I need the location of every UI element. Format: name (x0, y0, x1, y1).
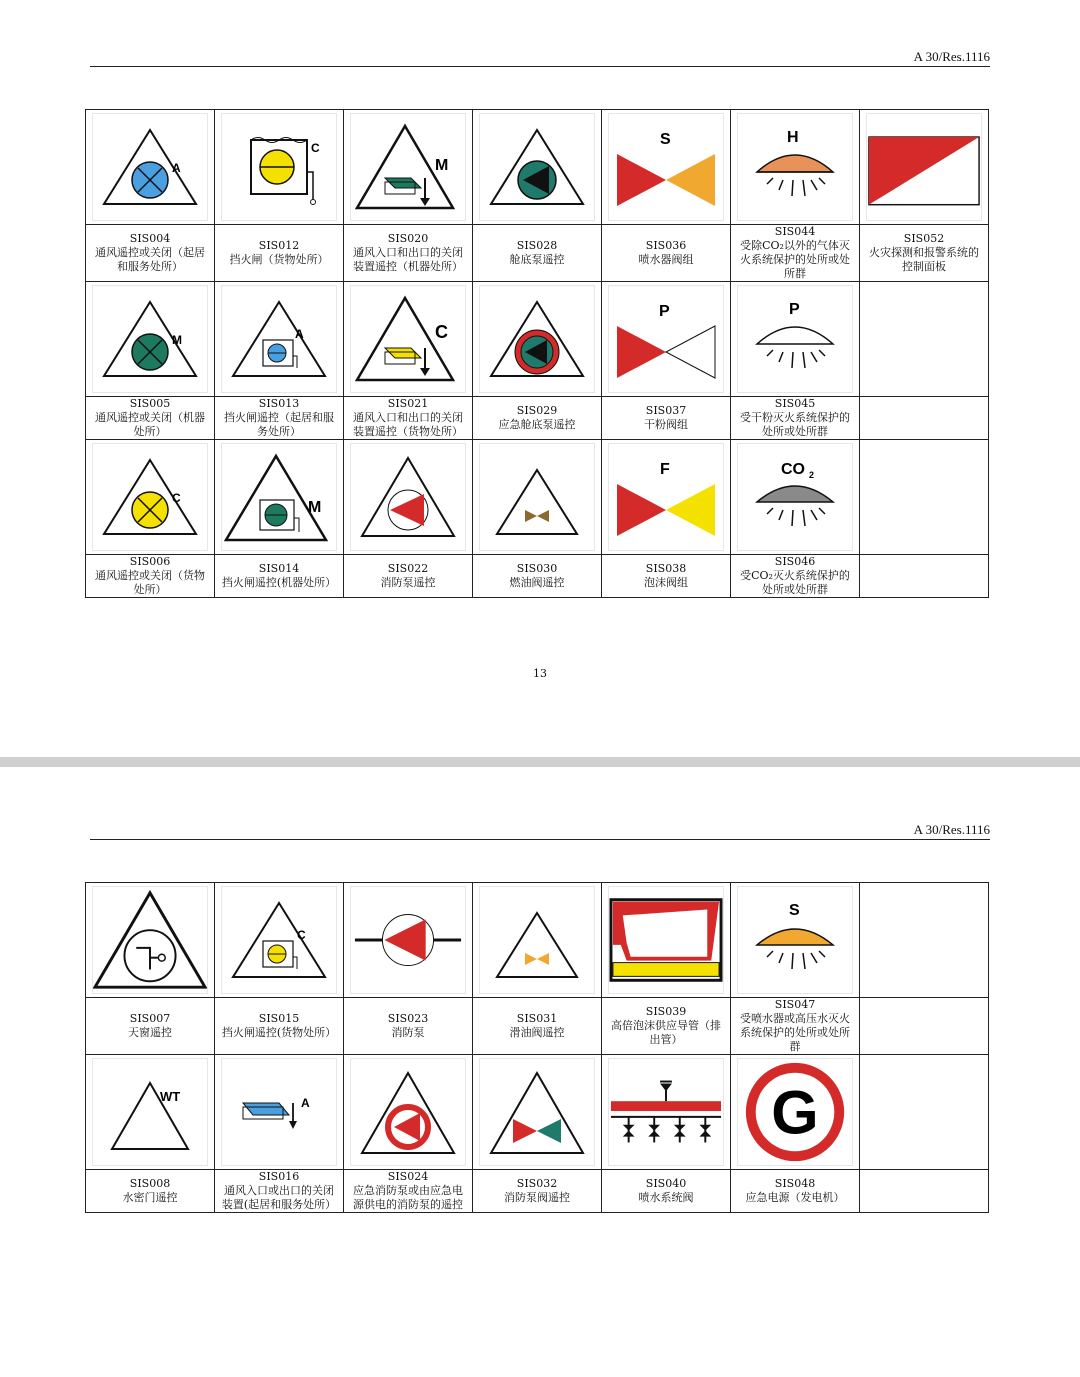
svg-text:C: C (311, 141, 320, 155)
symbol-cell-sis032 (473, 1055, 602, 1170)
svg-text:S: S (660, 131, 671, 148)
symbol-cell-sis031 (473, 883, 602, 998)
ventilation-closure-icon (353, 120, 463, 215)
symbol-cell-sis016 (215, 1055, 344, 1170)
caption-sis022: SIS022 消防泵遥控 (344, 555, 473, 598)
symbol-cell-sis015 (215, 883, 344, 998)
caption-sis028: SIS028 舱底泵遥控 (473, 225, 602, 282)
svg-text:2: 2 (809, 469, 815, 480)
fire-damper-remote-icon (224, 450, 334, 545)
caption-sis047: SIS047 受喷水器或高压水灭火系统保护的处所或处所群 (731, 998, 860, 1055)
symbol-cell-sis024 (344, 1055, 473, 1170)
empty-cell (860, 440, 989, 555)
symbol-cell-sis044 (731, 110, 860, 225)
symbol-cell-sis007 (86, 883, 215, 998)
emergency-bilge-pump-icon (487, 294, 587, 384)
svg-text:A: A (172, 161, 181, 175)
symbol-cell-sis005 (86, 282, 215, 397)
caption-sis015: SIS015 挡火闸遥控(货物处所） (215, 998, 344, 1055)
symbol-cell-sis046 (731, 440, 860, 555)
symbol-cell-sis023 (344, 883, 473, 998)
symbol-cell-sis039 (602, 883, 731, 998)
caption-sis008: SIS008 水密门遥控 (86, 1170, 215, 1213)
caption-sis040: SIS040 喷水系统阀 (602, 1170, 731, 1213)
caption-sis045: SIS045 受干粉灭火系统保护的处所或处所群 (731, 397, 860, 440)
symbol-table-2 (85, 882, 989, 1213)
svg-text:C: C (172, 491, 181, 505)
emergency-fire-pump-icon (358, 1067, 458, 1157)
water-spray-valve-icon (609, 1067, 723, 1157)
svg-text:A: A (301, 1096, 310, 1110)
caption-sis039: SIS039 高倍泡沫供应导管（排出管） (602, 998, 731, 1055)
symbol-cell-sis008 (86, 1055, 215, 1170)
ventilation-closure-icon (353, 292, 463, 387)
ventilation-closure-icon (229, 1067, 329, 1157)
empty-caption (860, 1170, 989, 1213)
symbol-cell-sis037 (602, 282, 731, 397)
ventilation-remote-icon (100, 294, 200, 384)
symbol-table-1 (85, 109, 989, 598)
svg-text:H: H (787, 128, 799, 146)
skylight-remote-icon (93, 888, 207, 992)
symbol-cell-sis038 (602, 440, 731, 555)
page-number: 13 (533, 667, 547, 680)
svg-text:C: C (435, 321, 448, 342)
ventilation-remote-icon (100, 452, 200, 542)
caption-sis012: SIS012 挡火闸（货物处所） (215, 225, 344, 282)
sprinkler-protected-space-icon (745, 893, 845, 988)
page-header: A 30/Res.1116 (90, 822, 990, 840)
svg-text:P: P (789, 300, 800, 318)
empty-cell (860, 1055, 989, 1170)
fire-pump-remote-icon (358, 452, 458, 542)
symbol-cell-sis022 (344, 440, 473, 555)
ventilation-remote-icon (100, 122, 200, 212)
symbol-cell-sis004 (86, 110, 215, 225)
svg-text:C: C (297, 928, 306, 942)
svg-text:A: A (295, 327, 304, 341)
caption-sis006: SIS006 通风遥控或关闭（货物处所） (86, 555, 215, 598)
caption-sis004: SIS004 通风遥控或关闭（起居和服务处所） (86, 225, 215, 282)
caption-sis021: SIS021 通风入口和出口的关闭装置遥控（货物处所） (344, 397, 473, 440)
page-2 (0, 767, 1080, 1377)
symbol-cell-sis029 (473, 282, 602, 397)
caption-sis013: SIS013 挡火闸遥控（起居和服务处所） (215, 397, 344, 440)
caption-sis020: SIS020 通风入口和出口的关闭装置遥控（机器处所） (344, 225, 473, 282)
symbol-cell-sis040 (602, 1055, 731, 1170)
caption-sis037: SIS037 干粉阀组 (602, 397, 731, 440)
symbol-cell-sis012 (215, 110, 344, 225)
foam-duct-icon (609, 895, 723, 985)
symbol-cell-sis020 (344, 110, 473, 225)
lube-oil-valve-icon (487, 895, 587, 985)
powder-protected-space-icon (745, 292, 845, 387)
co2-protected-space-icon (745, 450, 845, 545)
fire-pump-valve-icon (487, 1067, 587, 1157)
symbol-cell-sis036 (602, 110, 731, 225)
svg-text:M: M (172, 333, 182, 347)
caption-sis031: SIS031 滑油阀遥控 (473, 998, 602, 1055)
caption-sis038: SIS038 泡沫阀组 (602, 555, 731, 598)
svg-text:G: G (771, 1078, 819, 1147)
svg-text:F: F (660, 461, 670, 478)
symbol-cell-sis048 (731, 1055, 860, 1170)
fire-damper-remote-icon (229, 294, 329, 384)
gas-protected-space-icon (745, 120, 845, 215)
fire-pump-icon (351, 895, 465, 985)
page-header: A 30/Res.1116 (90, 49, 990, 67)
emergency-generator-icon (738, 1058, 852, 1166)
caption-sis005: SIS005 通风遥控或关闭（机器处所） (86, 397, 215, 440)
empty-caption (860, 998, 989, 1055)
caption-sis052: SIS052 火灾探测和报警系统的控制面板 (860, 225, 989, 282)
symbol-cell-sis021 (344, 282, 473, 397)
symbol-cell-sis047 (731, 883, 860, 998)
caption-sis007: SIS007 天窗遥控 (86, 998, 215, 1055)
fire-damper-icon (229, 122, 329, 212)
symbol-cell-sis014 (215, 440, 344, 555)
sprinkler-valve-icon (611, 122, 721, 212)
symbol-cell-sis013 (215, 282, 344, 397)
powder-valve-icon (611, 294, 721, 384)
caption-sis032: SIS032 消防泵阀遥控 (473, 1170, 602, 1213)
caption-sis024: SIS024 应急消防泵或由应急电源供电的消防泵的遥控 (344, 1170, 473, 1213)
fire-panel-icon (867, 122, 981, 212)
page-separator (0, 757, 1080, 767)
svg-text:CO: CO (781, 460, 805, 478)
empty-caption (860, 397, 989, 440)
watertight-door-icon (100, 1067, 200, 1157)
svg-text:P: P (659, 303, 670, 320)
symbol-cell-sis030 (473, 440, 602, 555)
caption-sis014: SIS014 挡火闸遥控(机器处所） (215, 555, 344, 598)
caption-sis044: SIS044 受除CO₂以外的气体灭火系统保护的处所或处所群 (731, 225, 860, 282)
svg-text:M: M (308, 498, 322, 516)
empty-cell (860, 883, 989, 998)
caption-sis046: SIS046 受CO₂灭火系统保护的处所或处所群 (731, 555, 860, 598)
symbol-cell-sis052 (860, 110, 989, 225)
symbol-cell-sis045 (731, 282, 860, 397)
caption-sis023: SIS023 消防泵 (344, 998, 473, 1055)
bilge-pump-icon (487, 122, 587, 212)
caption-sis030: SIS030 燃油阀遥控 (473, 555, 602, 598)
caption-sis036: SIS036 喷水器阀组 (602, 225, 731, 282)
symbol-cell-sis028 (473, 110, 602, 225)
svg-text:S: S (789, 901, 800, 919)
empty-caption (860, 555, 989, 598)
symbol-cell-sis006 (86, 440, 215, 555)
caption-sis048: SIS048 应急电源（发电机） (731, 1170, 860, 1213)
svg-text:WT: WT (160, 1089, 181, 1104)
foam-valve-icon (611, 452, 721, 542)
caption-sis029: SIS029 应急舱底泵遥控 (473, 397, 602, 440)
fire-damper-remote-icon (229, 895, 329, 985)
fuel-valve-icon (487, 452, 587, 542)
svg-text:M: M (435, 156, 449, 174)
caption-sis016: SIS016 通风入口或出口的关闭装置(起居和服务处所） (215, 1170, 344, 1213)
empty-cell (860, 282, 989, 397)
